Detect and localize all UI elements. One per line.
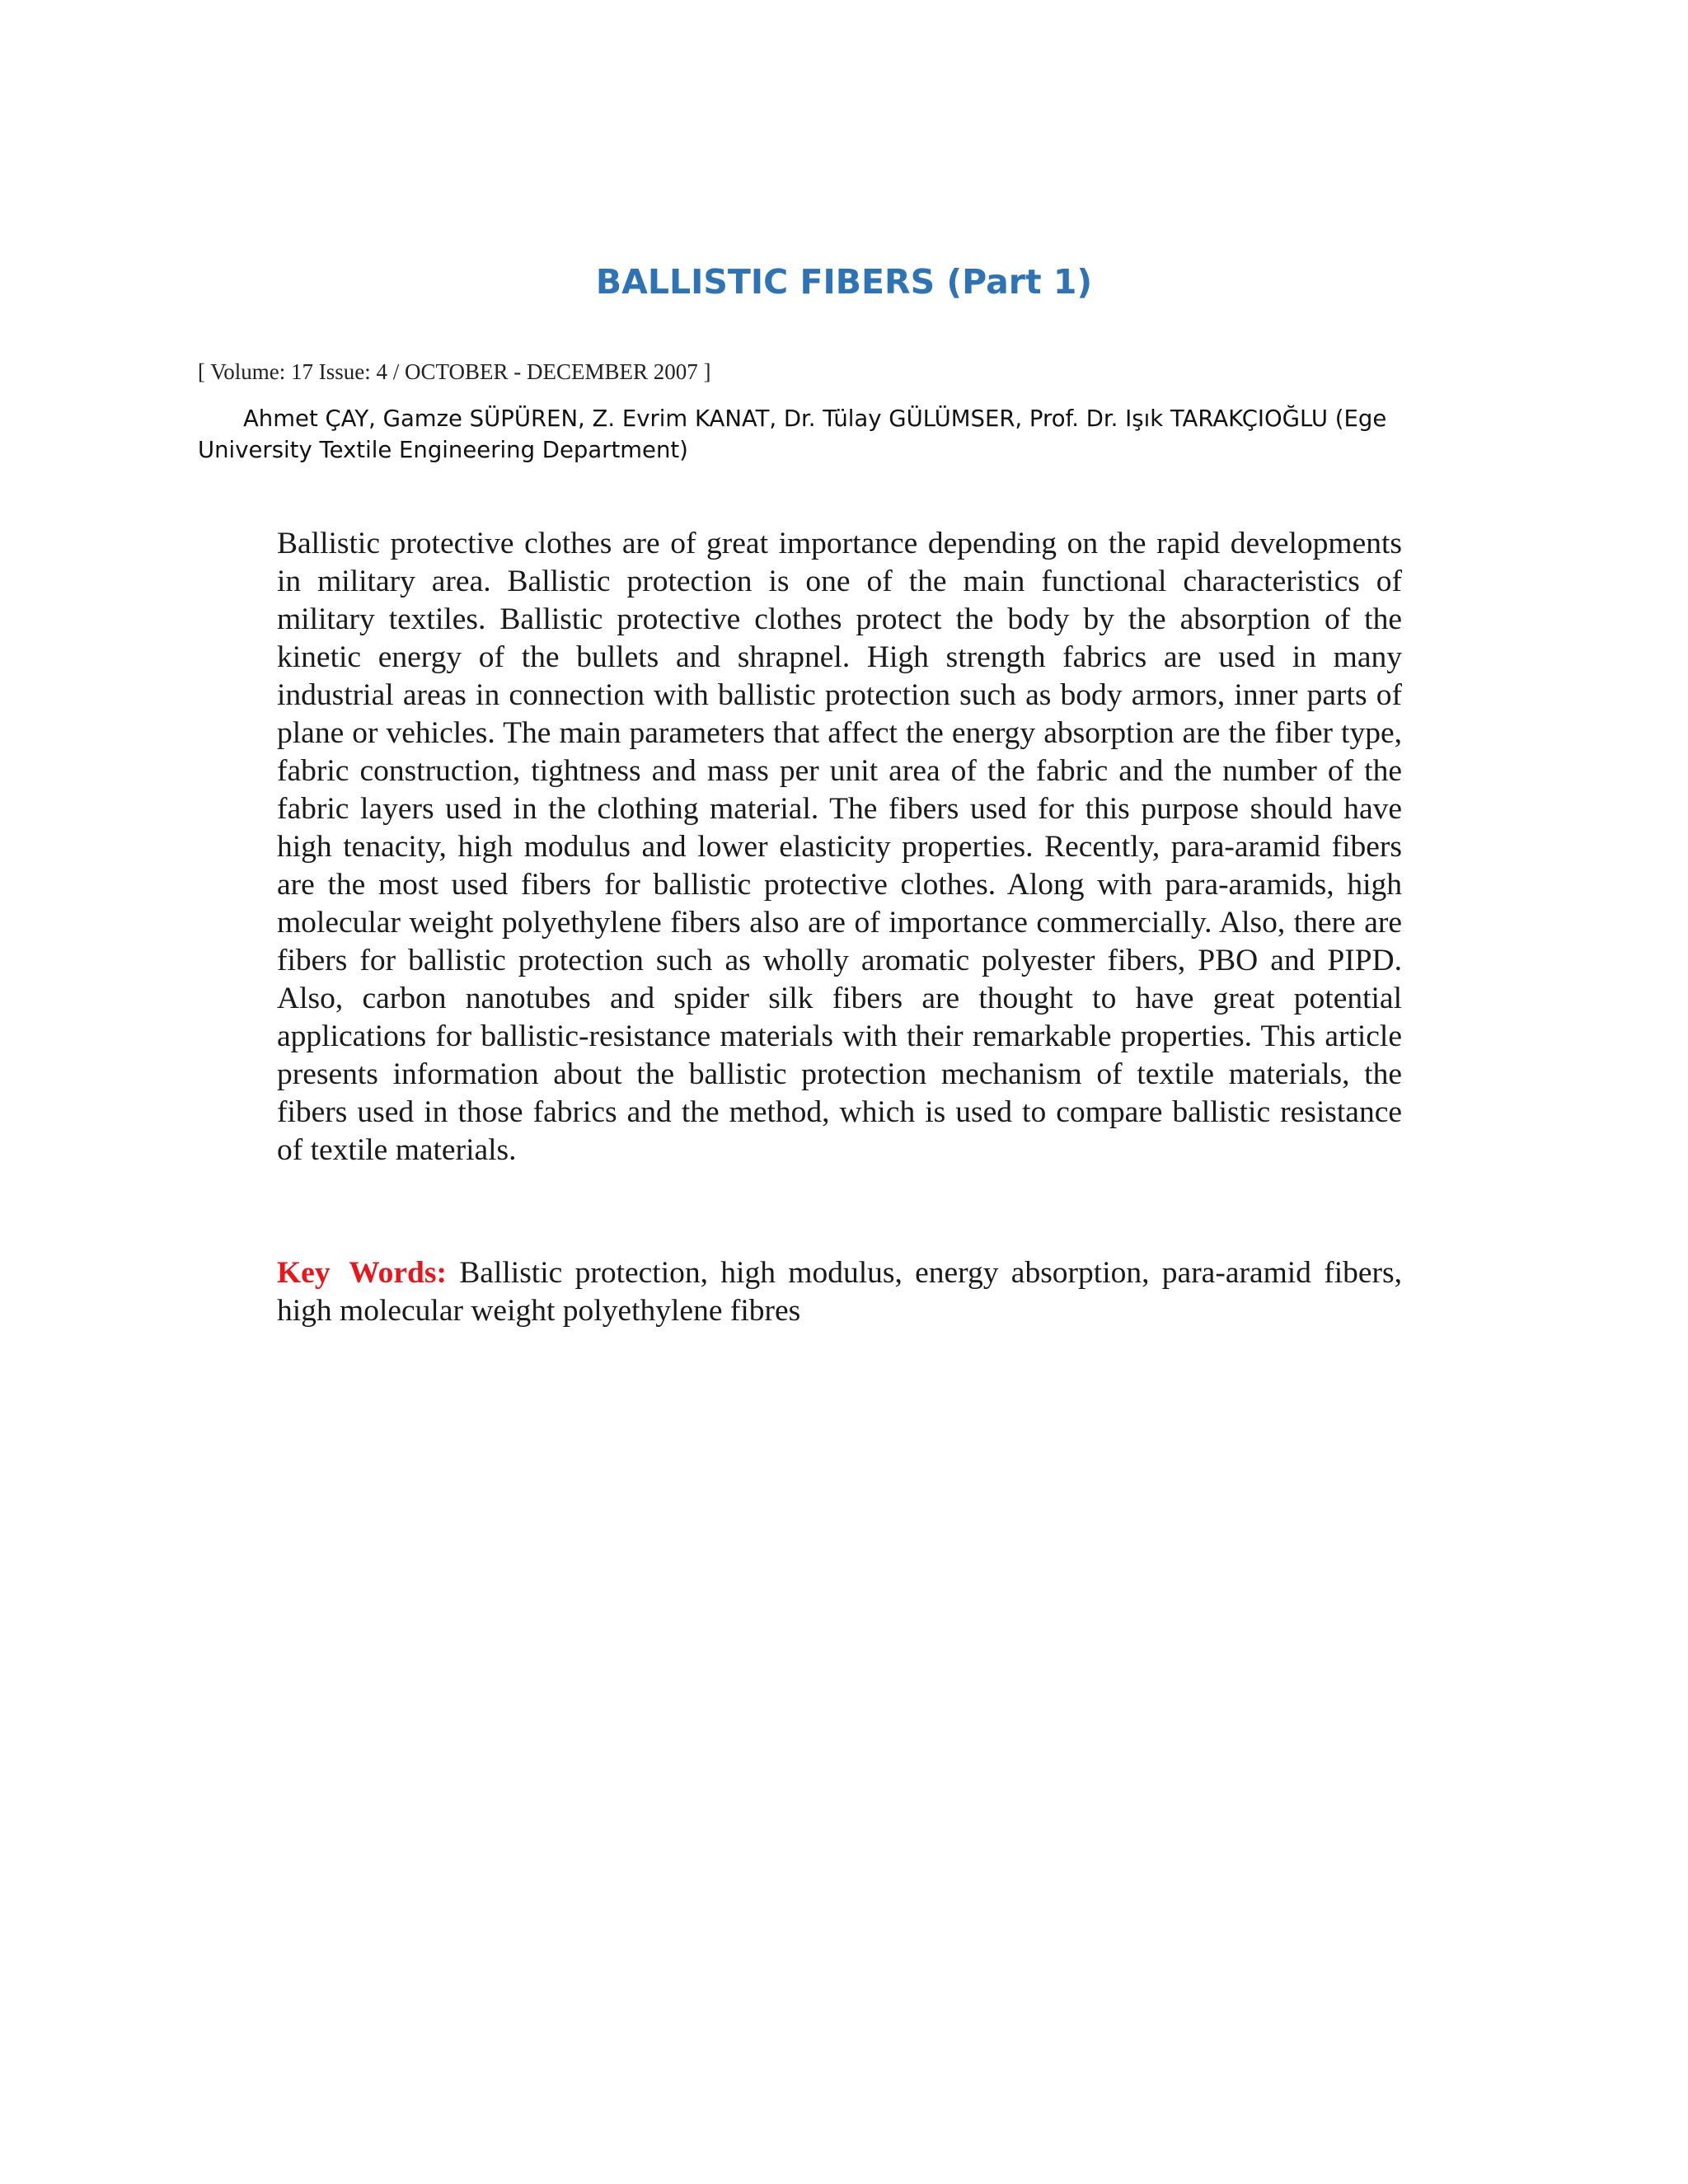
keywords-text: Ballistic protection, high modulus, energy absorption, para-aramid fibers, high molecular weight polyethylene fibres bbox=[277, 1256, 1402, 1328]
keywords-label: Key Words: bbox=[277, 1256, 447, 1290]
abstract-paragraph: Ballistic protective clothes are of great importance depending on the rapid developments in military area. Ballistic protection is one of the main functional characteristics of military textiles. Ballistic protective clothes protect the body by the absorption of the kinetic energy of the bullets and shrapnel. High strength fabrics are used in many industrial areas in connection with ballistic protection such as body armors, inner parts of plane or vehicles. The main parameters that affect the energy absorption are the fiber type, fabric construction, tightness and mass per unit area of the fabric and the number of the fabric layers used in the clothing material. The fibers used for this purpose should have high tenacity, high modulus and lower elasticity properties. Recently, para-aramid fibers are the most used fibers for ballistic protective clothes. Along with para-aramids, high molecular weight polyethylene fibers also are of importance commercially. Also, there are fibers for ballistic protection such as wholly aromatic polyester fibers, PBO and PIPD. Also, carbon nanotubes and spider silk fibers are thought to have great potential applications for ballistic-resistance materials with their remarkable properties. This article presents information about the ballistic protection mechanism of textile materials, the fibers used in those fabrics and the method, which is used to compare ballistic resistance of textile materials. bbox=[277, 527, 1402, 1167]
article-title: BALLISTIC FIBERS (Part 1) bbox=[595, 262, 1093, 302]
volume-issue-line: [ Volume: 17 Issue: 4 / OCTOBER - DECEMBER 2007 ] bbox=[198, 359, 711, 384]
authors-affiliation: Ahmet ÇAY, Gamze SÜPÜREN, Z. Evrim KANAT, Dr. Tülay GÜLÜMSER, Prof. Dr. Işık TARAKÇIOĞLU (Ege University Textile Engineering Department) bbox=[198, 405, 1387, 463]
keywords-paragraph bbox=[277, 1254, 1402, 1330]
